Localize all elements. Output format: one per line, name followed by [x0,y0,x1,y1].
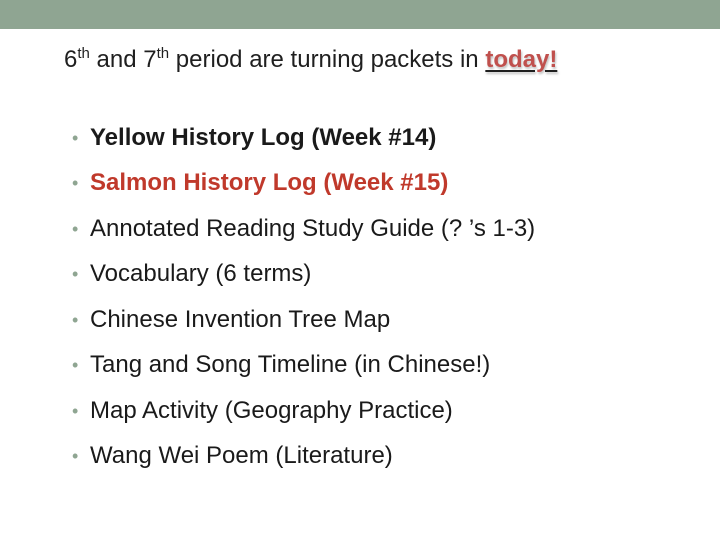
title-emphasis-today: today! [485,46,558,73]
slide-title [64,42,557,78]
list-item-annotated-reading-guide [72,206,535,252]
list-item-label: Salmon History Log (Week #15) [90,169,449,197]
list-item-wang-wei-poem [72,434,535,480]
packet-list [72,115,535,479]
title-superscript-th-2: th [156,45,170,62]
title-and: and [89,46,144,73]
top-decorative-band [0,0,720,29]
bullet-icon: • [72,218,79,239]
bullet-icon: • [72,173,79,194]
bullet-icon: • [72,264,79,285]
list-item-chinese-invention-tree-map [72,297,535,343]
bullet-icon: • [72,400,79,421]
list-item-label: Annotated Reading Study Guide (? ’s 1-3) [90,214,536,242]
list-item-salmon-history-log [72,161,535,207]
list-item-vocabulary [72,252,535,298]
list-item-yellow-history-log [72,115,535,161]
list-item-label: Map Activity (Geography Practice) [90,396,453,424]
list-item-map-activity [72,388,535,434]
list-item-label: Wang Wei Poem (Literature) [90,442,393,470]
list-item-tang-song-timeline [72,343,535,389]
list-item-label: Vocabulary (6 terms) [90,260,312,288]
title-superscript-th-1: th [77,45,90,62]
title-number-seven: 7 [143,46,157,73]
bullet-icon: • [72,446,79,467]
bullet-icon: • [72,309,79,330]
title-rest: period are turning packets in [169,46,486,73]
bullet-icon: • [72,355,79,376]
title-number-six: 6 [64,46,78,73]
list-item-label: Tang and Song Timeline (in Chinese!) [90,351,491,379]
list-item-label: Yellow History Log (Week #14) [90,123,437,151]
list-item-label: Chinese Invention Tree Map [90,305,391,333]
bullet-icon: • [72,127,79,148]
